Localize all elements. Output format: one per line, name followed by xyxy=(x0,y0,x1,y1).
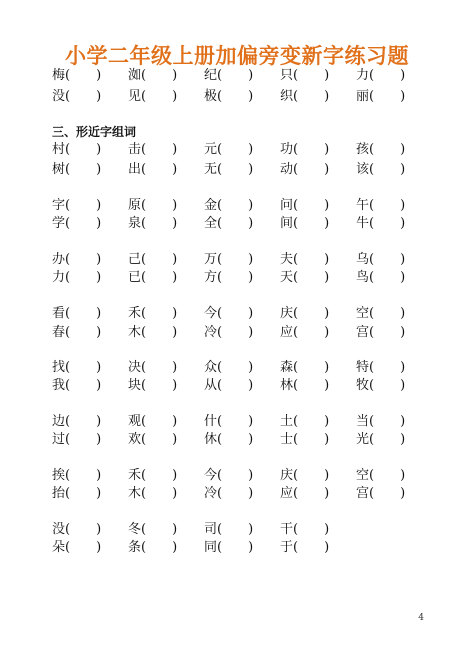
word-blank-item: 禾( ) xyxy=(128,306,178,321)
word-blank-item: 力( ) xyxy=(52,270,102,285)
exercise-line xyxy=(52,539,452,557)
word-blank-item: 方( ) xyxy=(204,270,254,285)
word-blank-item: 条( ) xyxy=(128,540,178,555)
word-blank-item: 庆( ) xyxy=(280,468,330,483)
word-blank-item: 当( ) xyxy=(356,414,406,429)
word-blank-item: 于( ) xyxy=(280,540,330,555)
word-blank-item: 无( ) xyxy=(204,162,254,177)
exercise-line xyxy=(52,197,452,215)
exercise-line xyxy=(52,141,452,159)
word-blank-item: 光( ) xyxy=(356,432,406,447)
word-blank-item: 土( ) xyxy=(280,414,330,429)
word-blank-item: 冷( ) xyxy=(204,325,254,340)
exercise-line xyxy=(52,467,452,485)
word-blank-item: 森( ) xyxy=(280,360,330,375)
word-blank-item: 宫( ) xyxy=(356,486,406,501)
word-blank-item: 应( ) xyxy=(280,325,330,340)
word-blank-item: 木( ) xyxy=(128,325,178,340)
word-blank-item: 出( ) xyxy=(128,162,178,177)
word-blank-item: 办( ) xyxy=(52,252,102,267)
word-blank-item: 万( ) xyxy=(204,252,254,267)
exercise-line xyxy=(52,521,452,539)
word-blank-item: 决( ) xyxy=(128,360,178,375)
word-blank-item: 什( ) xyxy=(204,414,254,429)
page-number: 4 xyxy=(418,613,424,623)
word-blank-item: 原( ) xyxy=(128,198,178,213)
word-blank-item: 观( ) xyxy=(128,414,178,429)
word-blank-item: 丽( ) xyxy=(356,89,406,104)
word-blank-item: 没( ) xyxy=(52,89,102,104)
word-blank-item: 特( ) xyxy=(356,360,406,375)
word-blank-item: 功( ) xyxy=(280,142,330,157)
exercise-line xyxy=(52,431,452,449)
word-blank-item: 全( ) xyxy=(204,216,254,231)
word-blank-item: 泉( ) xyxy=(128,216,178,231)
exercise-line xyxy=(52,359,452,377)
word-blank-item: 欢( ) xyxy=(128,432,178,447)
word-blank-item: 动( ) xyxy=(280,162,330,177)
exercise-line xyxy=(52,413,452,431)
word-blank-item: 村( ) xyxy=(52,142,102,157)
word-blank-item: 午( ) xyxy=(356,198,406,213)
word-blank-item: 空( ) xyxy=(356,306,406,321)
word-blank-item: 过( ) xyxy=(52,432,102,447)
word-blank-item: 挨( ) xyxy=(52,468,102,483)
word-blank-item: 极( ) xyxy=(204,89,254,104)
word-blank-item: 鸟( ) xyxy=(356,270,406,285)
word-blank-item: 干( ) xyxy=(280,522,330,537)
word-blank-item: 只( ) xyxy=(280,68,330,83)
word-blank-item: 已( ) xyxy=(128,270,178,285)
word-blank-item: 冷( ) xyxy=(204,486,254,501)
word-blank-item: 木( ) xyxy=(128,486,178,501)
word-blank-item: 力( ) xyxy=(356,68,406,83)
word-blank-item: 字( ) xyxy=(52,198,102,213)
word-blank-item: 春( ) xyxy=(52,325,102,340)
word-blank-item: 孩( ) xyxy=(356,142,406,157)
exercise-line xyxy=(52,161,452,179)
exercise-line xyxy=(52,269,452,287)
word-blank-item: 该( ) xyxy=(356,162,406,177)
word-blank-item: 元( ) xyxy=(204,142,254,157)
word-blank-item: 天( ) xyxy=(280,270,330,285)
word-blank-item: 宫( ) xyxy=(356,325,406,340)
exercise-line xyxy=(52,88,452,106)
exercise-line xyxy=(52,251,452,269)
word-blank-item: 抬( ) xyxy=(52,486,102,501)
exercise-line xyxy=(52,324,452,342)
word-blank-item: 看( ) xyxy=(52,306,102,321)
word-blank-item: 织( ) xyxy=(280,89,330,104)
word-blank-item: 同( ) xyxy=(204,540,254,555)
word-blank-item: 朵( ) xyxy=(52,540,102,555)
word-blank-item: 没( ) xyxy=(52,522,102,537)
word-blank-item: 今( ) xyxy=(204,306,254,321)
word-blank-item: 间( ) xyxy=(280,216,330,231)
exercise-line xyxy=(52,215,452,233)
word-blank-item: 找( ) xyxy=(52,360,102,375)
word-blank-item: 问( ) xyxy=(280,198,330,213)
word-blank-item: 牧( ) xyxy=(356,378,406,393)
word-blank-item: 士( ) xyxy=(280,432,330,447)
word-blank-item: 司( ) xyxy=(204,522,254,537)
word-blank-item: 众( ) xyxy=(204,360,254,375)
word-blank-item: 禾( ) xyxy=(128,468,178,483)
word-blank-item: 块( ) xyxy=(128,378,178,393)
word-blank-item: 牛( ) xyxy=(356,216,406,231)
word-blank-item: 休( ) xyxy=(204,432,254,447)
section-heading: 三、形近字组词 xyxy=(52,125,137,139)
word-blank-item: 我( ) xyxy=(52,378,102,393)
word-blank-item: 今( ) xyxy=(204,468,254,483)
word-blank-item: 树( ) xyxy=(52,162,102,177)
word-blank-item: 空( ) xyxy=(356,468,406,483)
exercise-line xyxy=(52,67,452,85)
word-blank-item: 学( ) xyxy=(52,216,102,231)
word-blank-item: 己( ) xyxy=(128,252,178,267)
word-blank-item: 边( ) xyxy=(52,414,102,429)
word-blank-item: 金( ) xyxy=(204,198,254,213)
exercise-line xyxy=(52,305,452,323)
word-blank-item: 击( ) xyxy=(128,142,178,157)
word-blank-item: 冬( ) xyxy=(128,522,178,537)
word-blank-item: 乌( ) xyxy=(356,252,406,267)
word-blank-item: 应( ) xyxy=(280,486,330,501)
word-blank-item: 梅( ) xyxy=(52,68,102,83)
exercise-line xyxy=(52,485,452,503)
word-blank-item: 见( ) xyxy=(128,89,178,104)
exercise-line xyxy=(52,377,452,395)
word-blank-item: 夫( ) xyxy=(280,252,330,267)
page-title: 小学二年级上册加偏旁变新字练习题 xyxy=(65,44,409,68)
word-blank-item: 林( ) xyxy=(280,378,330,393)
word-blank-item: 庆( ) xyxy=(280,306,330,321)
word-blank-item: 洳( ) xyxy=(128,68,178,83)
word-blank-item: 从( ) xyxy=(204,378,254,393)
word-blank-item: 纪( ) xyxy=(204,68,254,83)
